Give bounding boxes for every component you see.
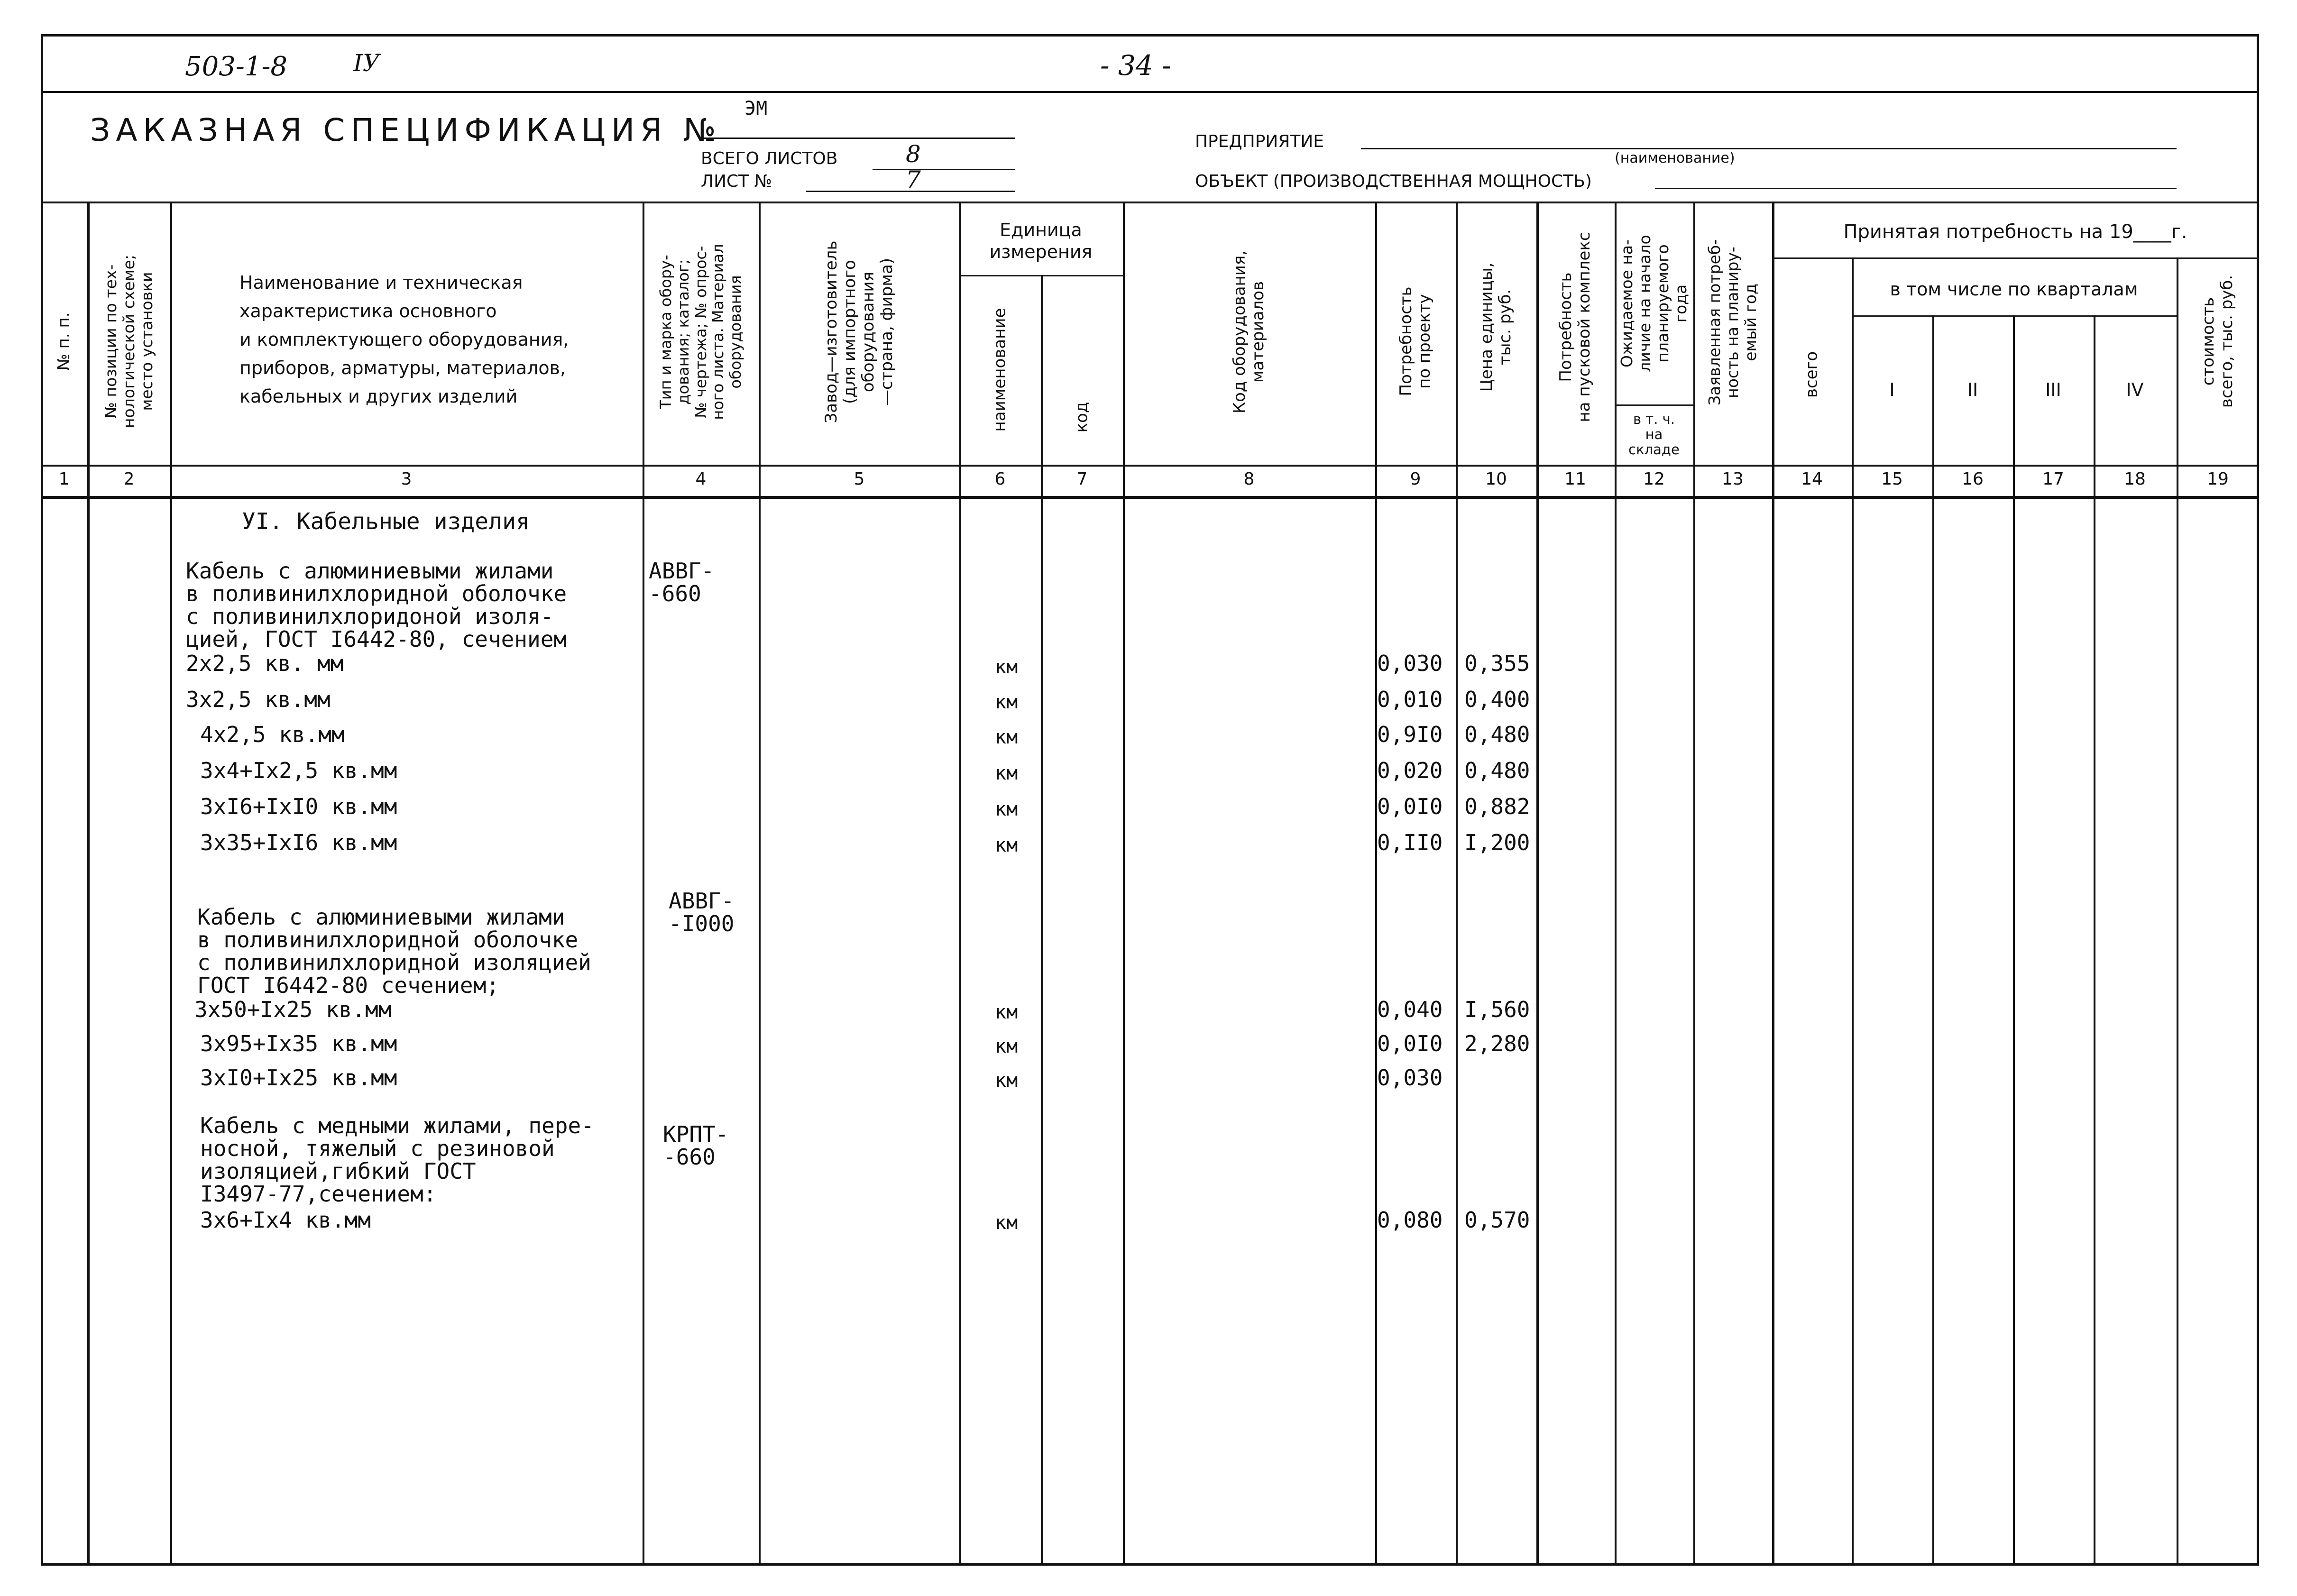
header-accepted: Принятая потребность на 19____г. <box>1843 221 2187 243</box>
unit-cell: км <box>995 1070 1018 1092</box>
header-q1: I <box>1889 379 1895 400</box>
header-q4: IV <box>2126 379 2144 400</box>
col-line-3 <box>643 202 644 1566</box>
spec-number-underline <box>702 138 1015 139</box>
unit-cell: км <box>995 762 1018 784</box>
header-c19: стоимость всего, тыс. руб. <box>2198 275 2236 408</box>
unit-cell: км <box>995 656 1018 678</box>
column-number: 11 <box>1564 469 1586 489</box>
col-line-4 <box>759 202 761 1566</box>
column-number: 2 <box>123 469 135 489</box>
total-sheets-value: 8 <box>906 140 921 168</box>
col-line-14 <box>1852 257 1854 1566</box>
page-number: - 34 - <box>1100 49 1171 82</box>
col-line-13 <box>1772 202 1774 1566</box>
spec-row-text: 3хI0+Iх25 кв.мм <box>200 1065 397 1091</box>
price-cell: 2,280 <box>1464 1031 1530 1056</box>
qty-cell: 0,9I0 <box>1377 722 1443 747</box>
unit-cell: км <box>995 726 1018 748</box>
col-line-8 <box>1375 202 1377 1566</box>
column-number: 19 <box>2207 469 2229 489</box>
rule-header-top <box>41 202 2259 203</box>
header-quarters-group: в том числе по кварталам <box>1890 279 2138 300</box>
column-number: 6 <box>994 469 1006 489</box>
item-description: Кабель с алюминиевыми жилами в поливинилхлоридной оболочке с поливинилхлоридоной изоля- цией, ГОСТ I6442-80, сечением <box>186 558 567 652</box>
sheet-underline <box>806 191 1015 192</box>
column-number: 9 <box>1410 469 1421 489</box>
price-cell: I,560 <box>1464 997 1530 1022</box>
header-c7: код <box>1072 402 1092 433</box>
item-description: Кабель с медными жилами, пере- носной, тяжелый с резиновой изоляцией,гибкий ГОСТ I3497-77,сечением: <box>200 1113 594 1207</box>
column-number: 16 <box>1962 469 1984 489</box>
unit-cell: км <box>995 1001 1018 1023</box>
col-line-18 <box>2177 257 2178 1566</box>
header-q2: II <box>1967 379 1978 400</box>
sheet-value: 7 <box>906 166 921 193</box>
qty-cell: 0,020 <box>1377 758 1443 783</box>
qty-cell: 0,030 <box>1377 1065 1443 1091</box>
object-underline <box>1655 188 2177 189</box>
header-c12-sub: в т. ч. на складе <box>1628 411 1680 458</box>
column-number: 15 <box>1881 469 1903 489</box>
price-cell: 0,480 <box>1464 758 1530 783</box>
spec-row-text: 2х2,5 кв. мм <box>186 651 344 676</box>
unit-cell: км <box>995 691 1018 713</box>
column-number: 14 <box>1801 469 1823 489</box>
column-number: 10 <box>1485 469 1507 489</box>
price-cell: 0,400 <box>1464 687 1530 712</box>
qty-cell: 0,010 <box>1377 687 1443 712</box>
enterprise-label: ПРЕДПРИЯТИЕ <box>1195 132 1324 151</box>
unit-cell: км <box>995 1212 1018 1234</box>
spec-row-text: 3х95+Iх35 кв.мм <box>200 1031 397 1056</box>
col-line-10 <box>1536 202 1539 1566</box>
header-c13: Заявленная потреб- ность на планиру- емый год <box>1705 239 1760 406</box>
enterprise-underline <box>1361 148 2177 149</box>
column-number: 4 <box>695 469 707 489</box>
price-cell: 0,355 <box>1464 651 1530 676</box>
column-number: 17 <box>2042 469 2064 489</box>
section-title: УI. Кабельные изделия <box>242 508 530 535</box>
header-c3: Наименование и техническая характеристика основного и комплектующего оборудования, приборов, арматуры, материалов, кабельных и других изделий <box>239 272 569 407</box>
column-number: 13 <box>1722 469 1744 489</box>
header-c5: Завод—изготовитель (для импортного оборудования —страна, фирма) <box>821 240 897 423</box>
price-cell: 0,480 <box>1464 722 1530 747</box>
header-c10: Цена единицы, тыс. руб. <box>1477 262 1515 392</box>
spec-number: ЭМ <box>744 98 768 119</box>
header-c8: Код оборудования, материалов <box>1230 250 1268 414</box>
volume-label: IУ <box>353 49 380 77</box>
qty-cell: 0,040 <box>1377 997 1443 1022</box>
unit-cell: км <box>995 798 1018 820</box>
qty-cell: 0,0I0 <box>1377 794 1443 819</box>
header-c12: Ожидаемое на- личие на начало планируемого года <box>1617 235 1690 372</box>
spec-row-text: 3х35+IхI6 кв.мм <box>200 830 397 855</box>
col-line-11 <box>1615 202 1617 1566</box>
item-type: АВВГ- -660 <box>649 558 715 606</box>
col-line-7 <box>1123 202 1125 1566</box>
spec-row-text: 3х50+Iх25 кв.мм <box>194 997 392 1022</box>
col-line-15 <box>1932 315 1934 1566</box>
qty-cell: 0,030 <box>1377 651 1443 676</box>
col-line-5 <box>959 202 961 1566</box>
rule-title-top <box>41 91 2259 93</box>
item-description: Кабель с алюминиевыми жилами в поливинилхлоридной оболочке с поливинилхлоридной изоляцией ГОСТ I6442-80 сечением; <box>197 904 591 998</box>
rule-accepted <box>1772 257 2259 259</box>
rule-body-top <box>41 496 2259 499</box>
rule-c12-sub <box>1615 404 1693 406</box>
price-cell: 0,882 <box>1464 794 1530 819</box>
enterprise-hint: (наименование) <box>1615 150 1735 166</box>
col-line-2 <box>170 202 172 1566</box>
unit-cell: км <box>995 835 1018 856</box>
col-line-1 <box>87 202 90 1566</box>
spec-row-text: 3х2,5 кв.мм <box>186 687 331 712</box>
spec-row-text: 3х6+Iх4 кв.мм <box>200 1207 371 1233</box>
spec-row-text: 3х4+Iх2,5 кв.мм <box>200 758 397 783</box>
header-c14: всего <box>1802 351 1821 398</box>
column-number: 5 <box>854 469 865 489</box>
col-line-6 <box>1041 275 1043 1566</box>
column-number: 7 <box>1076 469 1088 489</box>
object-label: ОБЪЕКТ (ПРОИЗВОДСТВЕННАЯ МОЩНОСТЬ) <box>1195 172 1592 191</box>
header-c6: наименование <box>990 308 1010 432</box>
col-line-16 <box>2013 315 2015 1566</box>
spec-row-text: 3хI6+IхI0 кв.мм <box>200 794 397 819</box>
item-type: АВВГ- -I000 <box>669 888 735 936</box>
doc-code: 503-1-8 <box>185 51 287 82</box>
price-cell: 0,570 <box>1464 1207 1530 1233</box>
total-sheets-label: ВСЕГО ЛИСТОВ <box>701 149 838 168</box>
header-unit-group: Единица измерения <box>989 220 1093 262</box>
unit-cell: км <box>995 1036 1018 1057</box>
col-line-9 <box>1456 202 1458 1566</box>
column-number: 8 <box>1243 469 1255 489</box>
qty-cell: 0,0I0 <box>1377 1031 1443 1056</box>
column-number: 1 <box>58 469 70 489</box>
form-title: ЗАКАЗНАЯ СПЕЦИФИКАЦИЯ № <box>90 112 722 148</box>
total-sheets-underline <box>873 169 1015 170</box>
spec-row-text: 4х2,5 кв.мм <box>200 722 345 747</box>
sheet-label: ЛИСТ № <box>701 172 772 191</box>
header-c9: Потребность по проекту <box>1396 286 1434 396</box>
qty-cell: 0,II0 <box>1377 830 1443 855</box>
header-c4: Тип и марка обору- дования; каталог; № чертежа; № опрос- ного листа. Материал оборудования <box>657 244 745 420</box>
header-c2: № позиции по тех- нологической схеме; место установки <box>101 254 156 429</box>
item-type: КРПТ- -660 <box>663 1121 729 1170</box>
header-c11: Потребность на пусковой комплекс <box>1556 232 1594 422</box>
price-cell: I,200 <box>1464 830 1530 855</box>
column-number: 3 <box>401 469 412 489</box>
header-c1: № п. п. <box>54 312 74 371</box>
column-number: 12 <box>1643 469 1665 489</box>
header-q3: III <box>2045 379 2061 400</box>
qty-cell: 0,080 <box>1377 1207 1443 1233</box>
column-number: 18 <box>2124 469 2146 489</box>
rule-colnum-top <box>41 465 2259 467</box>
col-line-17 <box>2094 315 2095 1566</box>
col-line-12 <box>1693 202 1695 1566</box>
